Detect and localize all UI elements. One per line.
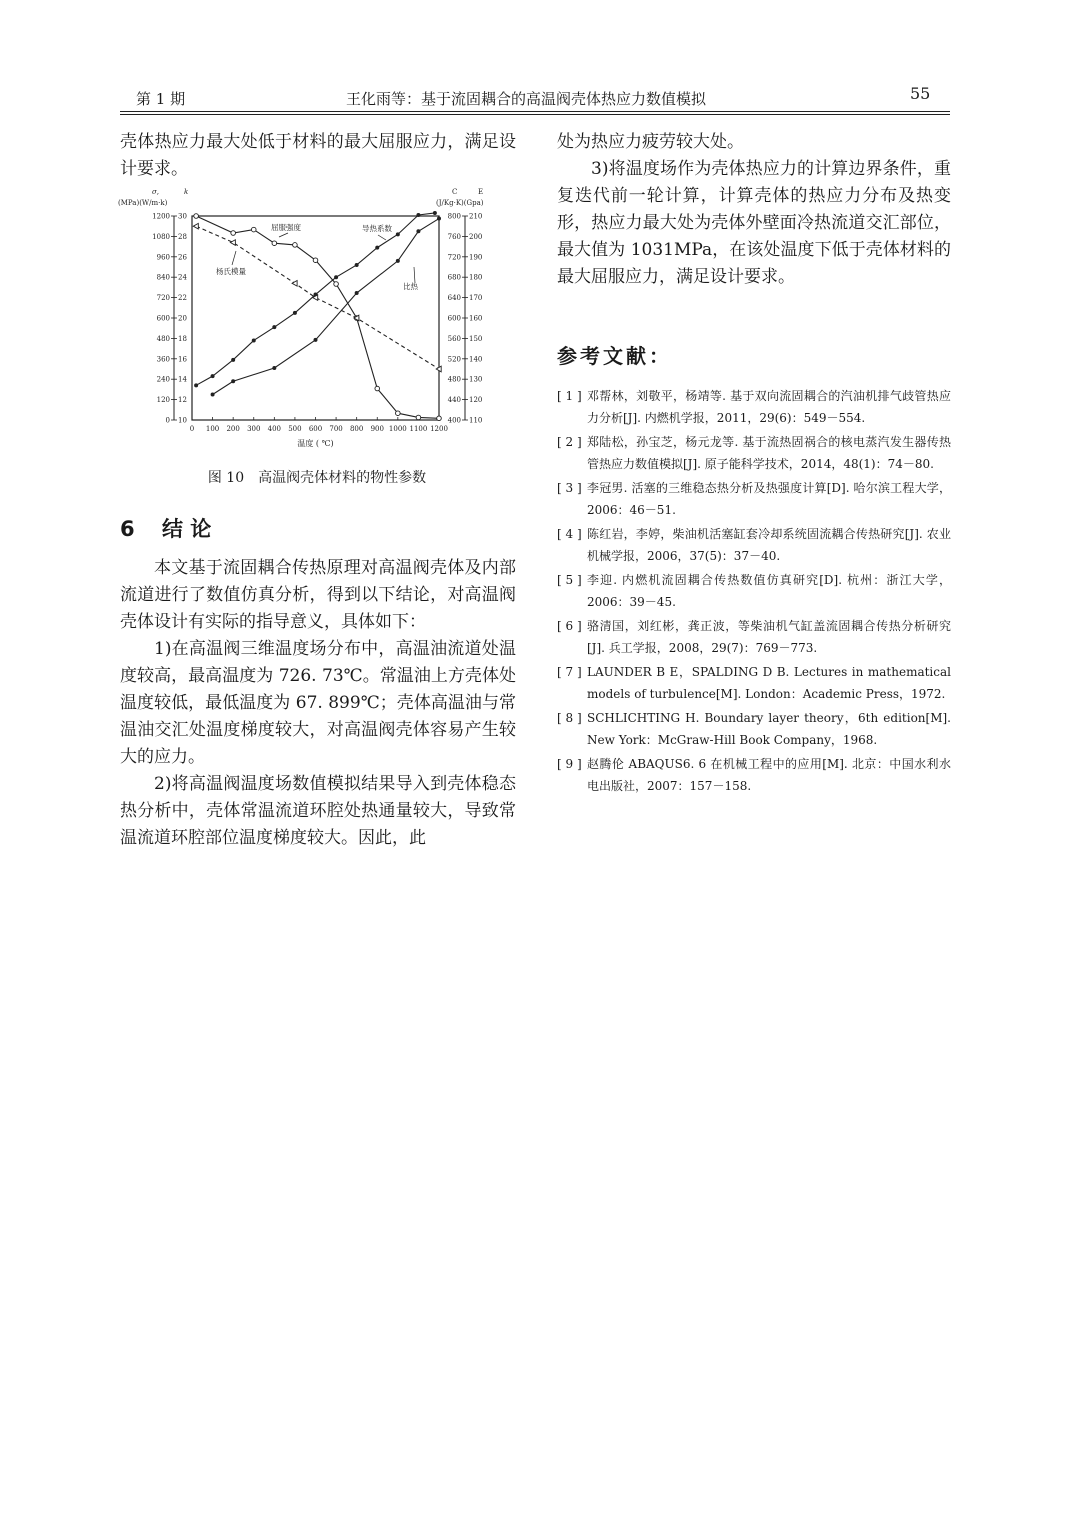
sigma-tick-label: 360 (156, 355, 170, 364)
data-point-dot (396, 259, 400, 263)
reference-text: 李迎. 内燃机流固耦合传热数值仿真研究[D]. 杭州：浙江大学，2006：39－45. (587, 573, 951, 609)
right-axis-symbol-e: E (478, 188, 484, 196)
c-tick-label: 640 (447, 294, 461, 303)
data-point-triangle (193, 223, 198, 229)
plot-frame (192, 216, 439, 420)
e-tick-label: 120 (469, 396, 483, 405)
reference-number: [ 1 ] (557, 389, 582, 403)
k-tick-label: 22 (178, 294, 187, 303)
k-tick-label: 26 (178, 253, 187, 262)
conclusion-intro: 本文基于流固耦合传热原理对高温阀壳体及内部流道进行了数值仿真分析，得到以下结论，对高温阀壳体设计有实际的指导意义，具体如下： (120, 558, 516, 632)
data-point-circle (251, 227, 256, 232)
annotation-leader (414, 267, 415, 283)
c-tick-label: 800 (447, 212, 461, 221)
x-axis-label: 温度 ( ℃) (297, 439, 334, 448)
conclusion-item-1: 1)在高温阀三维温度场分布中，高温油流道处温度较高，最高温度为 726. 73℃。常温油上方壳体处温度较低，最低温度为 67. 899℃；壳体高温油与常温油交汇处温度梯度较大，对高温阀壳体容易产生较大的应力。 (120, 639, 516, 767)
data-point-circle (313, 258, 318, 263)
e-tick-label: 210 (469, 212, 483, 221)
data-point-circle (272, 241, 277, 246)
data-point-dot (293, 311, 297, 315)
right-axis-symbol-c: C (452, 188, 458, 196)
series-label: 杨氏模量 (216, 267, 246, 276)
data-point-circle (396, 411, 401, 416)
annotation-leader (378, 235, 386, 240)
x-tick-label: 1100 (409, 425, 428, 433)
c-tick-label: 400 (447, 416, 461, 425)
data-point-circle (194, 214, 199, 219)
data-point-dot (437, 217, 441, 221)
series-label: 屈服强度 (271, 223, 301, 232)
reference-item (557, 754, 951, 797)
c-tick-label: 440 (447, 396, 461, 405)
e-tick-label: 170 (469, 294, 483, 303)
left-intro (120, 129, 516, 183)
left-axis-symbol-k: k (184, 188, 189, 196)
running-header (120, 84, 950, 110)
section-title: 结 论 (162, 517, 212, 541)
left-axis-symbol-sigma: σ, (152, 188, 160, 196)
k-tick-label: 18 (178, 334, 187, 343)
k-tick-label: 16 (178, 355, 187, 364)
c-tick-label: 760 (447, 232, 461, 241)
data-point-dot (375, 246, 379, 250)
reference-item (557, 616, 951, 659)
e-tick-label: 200 (469, 232, 483, 241)
x-tick-label: 900 (370, 425, 384, 433)
data-point-dot (272, 366, 276, 370)
data-point-circle (416, 415, 421, 420)
x-tick-label: 600 (308, 425, 323, 433)
reference-number: [ 9 ] (557, 757, 582, 771)
data-point-triangle (230, 240, 235, 246)
x-tick-label: 300 (247, 425, 261, 433)
sigma-tick-label: 0 (165, 416, 170, 425)
data-point-dot (211, 374, 215, 378)
x-tick-label: 400 (267, 425, 282, 433)
sigma-tick-label: 720 (156, 294, 170, 303)
sigma-tick-label: 600 (156, 314, 170, 323)
reference-item (557, 386, 951, 429)
c-tick-label: 600 (447, 314, 461, 323)
data-point-circle (375, 386, 380, 391)
data-point-dot (433, 211, 437, 215)
x-tick-label: 1200 (430, 425, 448, 433)
section-heading (120, 513, 211, 543)
c-tick-label: 480 (447, 375, 461, 384)
reference-text: 陈红岩，李婷，柴油机活塞缸套冷却系统固流耦合传热研究[J]. 农业机械学报，2006，37(5)：37－40. (587, 527, 951, 563)
left-body (120, 555, 516, 852)
sigma-tick-label: 960 (156, 253, 170, 262)
series-line (196, 216, 439, 418)
reference-number: [ 3 ] (557, 481, 582, 495)
material-properties-chart (118, 185, 518, 457)
reference-number: [ 4 ] (557, 527, 582, 541)
k-tick-label: 24 (178, 273, 187, 282)
reference-text: 赵腾伦 ABAQUS6. 6 在机械工程中的应用[M]. 北京：中国水利水电出版社，2007：157－158. (587, 757, 951, 793)
x-tick-label: 100 (205, 425, 220, 433)
e-tick-label: 160 (469, 314, 483, 323)
data-point-dot (231, 379, 235, 383)
sigma-tick-label: 1080 (152, 232, 170, 241)
figure-caption: 图 10 高温阀壳体材料的物性参数 (207, 470, 427, 486)
data-point-dot (314, 338, 318, 342)
right-axis-units: (J/Kg·K)(Gpa) (436, 199, 484, 207)
reference-item (557, 662, 951, 705)
conclusion-item-2: 2)将高温阀温度场数值模拟结果导入到壳体稳态热分析中，壳体常温流道环腔处热通量较大，导致常温流道环腔部位温度梯度较大。因此，此 (120, 774, 516, 848)
reference-number: [ 2 ] (557, 435, 582, 449)
reference-text: LAUNDER B E，SPALDING D B. Lectures in mathematical models of turbulence[M]. London：Academic Press，1972. (587, 665, 951, 701)
data-point-dot (355, 263, 359, 267)
k-tick-label: 12 (178, 396, 187, 405)
x-tick-label: 0 (189, 425, 195, 433)
sigma-tick-label: 120 (156, 396, 170, 405)
data-point-circle (437, 416, 442, 421)
header-rule (120, 111, 950, 112)
reference-number: [ 6 ] (557, 619, 582, 633)
data-point-circle (293, 243, 298, 248)
reference-item (557, 570, 951, 613)
data-point-dot (194, 383, 198, 387)
issue-label: 第 1 期 (136, 90, 186, 108)
e-tick-label: 110 (469, 416, 483, 425)
c-tick-label: 520 (447, 355, 461, 364)
e-tick-label: 180 (469, 273, 483, 282)
conclusion-item-3: 3)将温度场作为壳体热应力的计算边界条件，重复迭代前一轮计算，计算壳体的热应力分布及热变形，热应力最大处为壳体外壁面冷热流道交汇部位，最大值为 1031MPa，在该处温度下低于壳体材料的最大屈服应力，满足设计要求。 (557, 159, 951, 287)
reference-number: [ 5 ] (557, 573, 582, 587)
c-tick-label: 680 (447, 273, 461, 282)
e-tick-label: 190 (469, 253, 483, 262)
k-tick-label: 10 (178, 416, 187, 425)
e-tick-label: 130 (469, 375, 483, 384)
sigma-tick-label: 1200 (152, 212, 170, 221)
right-body (557, 129, 951, 291)
reference-item (557, 524, 951, 567)
series-label: 比热 (403, 282, 418, 291)
k-tick-label: 20 (178, 314, 187, 323)
data-point-dot (334, 275, 338, 279)
continued-text: 处为热应力疲劳较大处。 (557, 132, 744, 152)
reference-number: [ 8 ] (557, 711, 582, 725)
sigma-tick-label: 840 (156, 273, 170, 282)
header-rule-thin (120, 114, 950, 115)
e-tick-label: 150 (469, 334, 483, 343)
section-number: 6 (120, 517, 135, 541)
sigma-tick-label: 240 (156, 375, 170, 384)
c-tick-label: 720 (447, 253, 461, 262)
k-tick-label: 30 (178, 212, 187, 221)
e-tick-label: 140 (469, 355, 483, 364)
data-point-dot (231, 358, 235, 362)
data-point-dot (272, 325, 276, 329)
x-tick-label: 500 (288, 425, 302, 433)
page-number: 55 (910, 84, 931, 103)
reference-text: SCHLICHTING H. Boundary layer theory，6th edition[M]. New York：McGraw-Hill Book Company，1968. (587, 711, 951, 747)
x-tick-label: 200 (226, 425, 240, 433)
annotation-leader (232, 251, 236, 265)
x-tick-label: 800 (349, 425, 364, 433)
k-tick-label: 14 (178, 375, 187, 384)
reference-item (557, 432, 951, 475)
reference-item (557, 478, 951, 521)
series-line (213, 219, 439, 395)
data-point-dot (211, 393, 215, 397)
data-point-dot (252, 338, 256, 342)
data-point-circle (231, 231, 236, 236)
running-title: 王化雨等：基于流固耦合的高温阀壳体热应力数值模拟 (346, 90, 707, 108)
data-point-dot (355, 291, 359, 295)
left-axis-units: (MPa)(W/m·k) (118, 199, 168, 207)
data-point-dot (396, 232, 400, 236)
data-point-triangle (292, 281, 297, 287)
reference-text: 邓帮林，刘敬平，杨靖等. 基于双向流固耦合的汽油机排气歧管热应力分析[J]. 内燃机学报，2011，29(6)：549－554. (587, 389, 951, 425)
data-point-circle (334, 282, 339, 287)
data-point-dot (416, 229, 420, 233)
reference-text: 郑陆松，孙宝芝，杨元龙等. 基于流热固祸合的核电蒸汽发生器传热管热应力数值模拟[J]. 原子能科学技术，2014，48(1)：74－80. (587, 435, 951, 471)
sigma-tick-label: 480 (156, 334, 170, 343)
reference-item (557, 708, 951, 751)
series-label: 导热系数 (362, 224, 392, 233)
reference-number: [ 7 ] (557, 665, 582, 679)
k-tick-label: 28 (178, 232, 187, 241)
references-list (557, 386, 951, 800)
x-tick-label: 700 (329, 425, 343, 433)
data-point-dot (416, 213, 420, 217)
references-heading: 参考文献： (557, 344, 672, 368)
intro-paragraph: 壳体热应力最大处低于材料的最大屈服应力，满足设计要求。 (120, 132, 516, 179)
c-tick-label: 560 (447, 334, 461, 343)
annotation-leader (279, 233, 288, 237)
reference-text: 李冠男. 活塞的三维稳态热分析及热强度计算[D]. 哈尔滨工程大学，2006：46－51. (587, 481, 951, 517)
reference-text: 骆清国，刘红彬，龚正波，等柴油机气缸盖流固耦合传热分析研究[J]. 兵工学报，2008，29(7)：769－773. (587, 619, 951, 655)
x-tick-label: 1000 (388, 425, 407, 433)
